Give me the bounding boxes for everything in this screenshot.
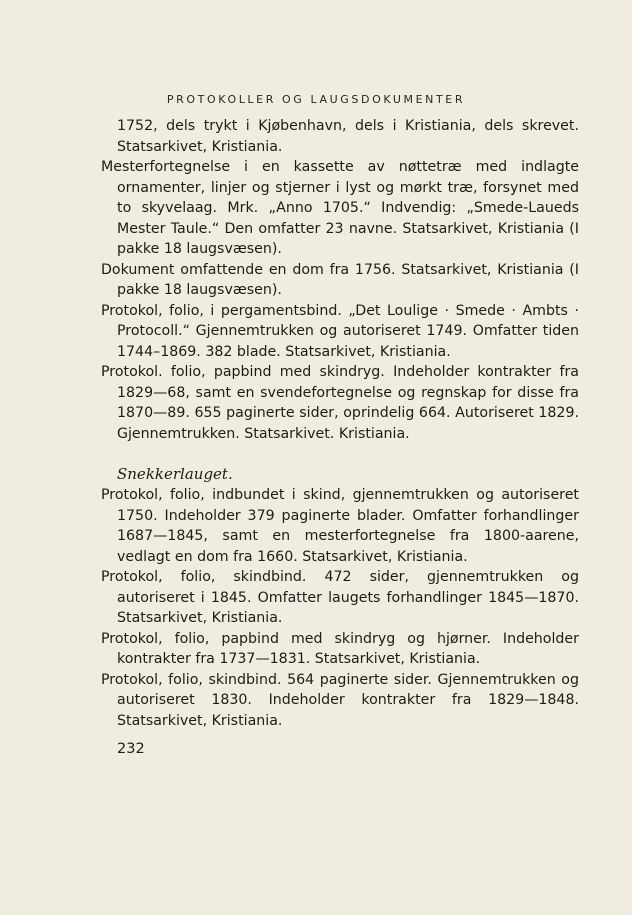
entry: Dokument omfattende en dom fra 1756. Statsarkivet, Kristiania (I pakke 18 laugsvæsen). — [101, 261, 579, 298]
entry: Protokol. folio, papbind med skindryg. Indeholder kontrakter fra 1829—68, samt en svendefortegnelse og regnskap for disse fra 1870—89. 655 paginerte sider, oprindelig 664. Autoriseret 1829. Gjennemtrukken. Statsarkivet. Kristiania. — [101, 364, 579, 442]
page-number: 232 — [117, 741, 145, 757]
entry: Protokol, folio, papbind med skindryg og hjørner. Indeholder kontrakter fra 1737—1831. Statsarkivet, Kristiania. — [101, 630, 579, 667]
entry: Protokol, folio, skindbind. 472 sider, gjennemtrukken og autoriseret i 1845. Omfatter laugets forhandlinger 1845—1870. Statsarkivet, Kristiania. — [101, 569, 579, 626]
entry: Protokol, folio, i pergamentsbind. „Det Loulige · Smede · Ambts · Protocoll.“ Gjennemtrukken og autoriseret 1749. Omfatter tiden 1744–1869. 382 blade. Statsarkivet, Kristiania. — [101, 302, 579, 360]
page-body — [101, 116, 579, 731]
running-head: PROTOKOLLER OG LAUGSDOKUMENTER — [166, 93, 466, 106]
entry: Mesterfortegnelse i en kassette av nøttetræ med indlagte ornamenter, linjer og stjerner i lyst og mørkt træ, forsynet med to skyvelaag. Mrk. „Anno 1705.“ Indvendig: „Smede-Laueds Mester Taule.“ Den omfatter 23 navne. Statsarkivet, Kristiania (I pakke 18 laugsvæsen). — [101, 159, 579, 257]
entry: Protokol, folio, skindbind. 564 paginerte sider. Gjennemtrukken og autoriseret 1830. Indeholder kontrakter fra 1829—1848. Statsarkivet, Kristiania. — [101, 671, 579, 729]
entry: Protokol, folio, indbundet i skind, gjennemtrukken og autoriseret 1750. Indeholder 379 paginerte blader. Omfatter forhandlinger 1687—1845, samt en mesterfortegnelse fra 1800-aarene, vedlagt en dom fra 1660. Statsarkivet, Kristiania. — [101, 487, 579, 565]
section-heading: Snekkerlauget. — [117, 465, 233, 483]
entry-continued: 1752, dels trykt i Kjøbenhavn, dels i Kristiania, dels skrevet. Statsarkivet, Kristiania. — [117, 118, 579, 155]
